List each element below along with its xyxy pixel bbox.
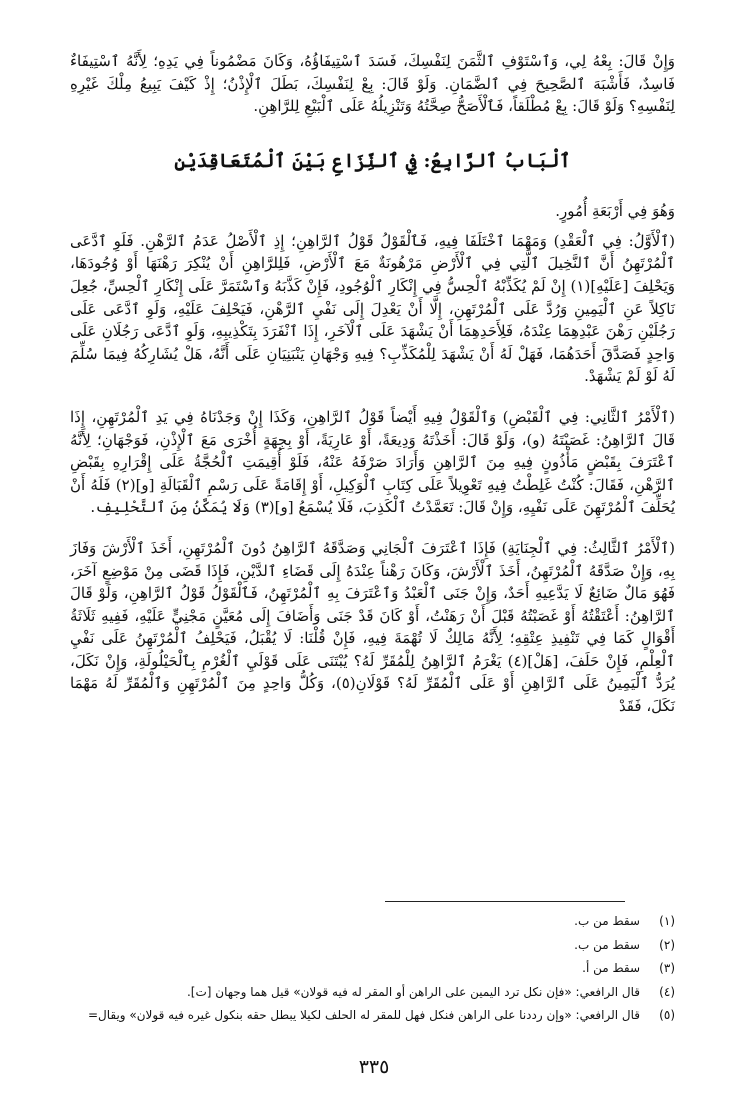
intro-paragraph: وَإِنْ قَالَ: بِعْهُ لِي، وَٱسْتَوْفِ ٱلثَّمَنَ لِنَفْسِكَ، فَسَدَ ٱسْتِيفَاؤُهُ، وَكَانَ مَضْمُوناً فِي يَدِهِ؛ لِأَنَّهُ ٱسْتِيفَاءٌ فَاسِدٌ، فَأَشْبَهَ ٱلصَّحِيحَ فِي ٱلضَّمَانِ. وَلَوْ قَالَ: بِعْ لِنَفْسِكَ، بَطَلَ ٱلْإِذْنُ؛ إِذْ كَيْفَ يَبِيعُ مِلْكَ غَيْرِهِ لِنَفْسِهِ؟ وَلَوْ قَالَ: بِعْ مُطْلَقاً، فَٱلْأَصَحُّ صِحَّتُهُ وَتَنْزِيلُهُ عَلَى ٱلْبَيْعِ لِلرَّاهِنِ. [70,52,675,116]
footnote-number: (٢) [659,937,675,952]
footnote-number: (٣) [659,961,675,975]
chapter-title: ٱلْبَابُ ٱلرَّابِعُ: فِي ٱلنِّزَاعِ بَيْنَ ٱلْمُتَعَاقِدَيْنِ [174,149,571,172]
footnote-number: (١) [659,914,675,928]
page-body [70,50,675,718]
footnote-text: قال الرافعي: «وإن رددنا على الراهن فنكل فهل للمقر له الحلف لكيلا يبطل حقه بنكول غيره فيه قولان» ويقال= [87,1008,640,1022]
footnote-text: سقط من ب. [574,937,640,952]
paragraph-first-matter: (ٱلْأَوَّلُ: فِي ٱلْعَقْدِ) وَمَهْمَا ٱخْتَلَفَا فِيهِ، فَٱلْقَوْلُ قَوْلُ ٱلرَّاهِنِ؛ إِذِ ٱلْأَصْلُ عَدَمُ ٱلرَّهْنِ. فَلَوِ ٱدَّعَى ٱلْمُرْتَهِنُ أَنَّ ٱلنَّخِيلَ ٱلَّتِي فِي ٱلْأَرْضِ مَرْهُونَةٌ مَعَ ٱلْأَرْضِ، فَلِلرَّاهِنِ أَنْ يُنْكِرَ رَهْنَهَا أَوْ وُجُودَهَا، وَيَحْلِفَ [عَلَيْهِ](١) إِنْ لَمْ يُكَذِّبْهُ ٱلْحِسُّ فِي إِنْكَارِ ٱلْوُجُودِ، فَإِنْ كَذَّبَهُ وَٱسْتَمَرَّ عَلَى إِنْكَارِ ٱلْحِسِّ، جُعِلَ نَاكِلاً عَنِ ٱلْيَمِينِ وَرُدَّ عَلَى ٱلْمُرْتَهِنِ، إِلَّا أَنْ يَعْدِلَ إِلَى نَفْيِ ٱلرَّهْنِ، فَيَحْلِفَ عَلَيْهِ، وَلَوِ ٱدَّعَى عَلَى رَجُلَيْنِ رَهْنَ عَبْدِهِمَا عِنْدَهُ، فَلِأَحَدِهِمَا أَنْ يَشْهَدَ عَلَى ٱلْآخَرِ، إِذَا ٱنْفَرَدَ بِتَكْذِيبِهِ، وَلَوِ ٱدَّعَى رَجُلَانِ عَلَى وَاحِدٍ فَصَدَّقَ أَحَدَهُمَا، فَهَلْ لَهُ أَنْ يَشْهَدَ لِلْمُكَذِّبِ؟ فِيهِ وَجْهَانِ يَنْبَنِيَانِ عَلَى أَنَّهُ، هَلْ يُشَارِكُهُ فِيمَا سُلِّمَ لَهُ لَوْ لَمْ يَشْهَدْ. [70,231,675,386]
footnote [70,957,675,981]
paragraph-second-matter: (ٱلْأَمْرُ ٱلثَّانِي: فِي ٱلْقَبْضِ) وَٱلْقَوْلُ فِيهِ أَيْضاً قَوْلُ ٱلرَّاهِنِ، وَكَذَا إِنْ وَجَدْنَاهُ فِي يَدِ ٱلْمُرْتَهِنِ، إِذَا قَالَ ٱلرَّاهِنُ: غَصَبْتَهُ (و)، وَلَوْ قَالَ: أَخَذْتَهُ وَدِيعَةً، أَوْ عَارِيَةً، أَوْ بِجِهَةٍ أُخْرَى مَعَ ٱلْإِذْنِ، فَوَجْهَانِ؛ لِأَنَّهُ ٱعْتَرَفَ بِقَبْضٍ مَأْذُونٍ فِيهِ مِنَ ٱلرَّاهِنِ وَأَرَادَ صَرْفَهُ عَنْهُ، فَلَوْ أُقِيمَتِ ٱلْحُجَّةُ عَلَى إِقْرَارِهِ بِقَبْضِ ٱلرَّهْنِ، فَقَالَ: كُنْتُ غَلِطْتُ فِيهِ تَعْوِيلاً عَلَى كِتَابِ ٱلْوَكِيلِ، أَوْ إِقَامَةً عَلَى رَسْمِ ٱلْقَبَالَةِ [و](٢) فَلَهُ أَنْ يُحَلِّفَ ٱلْمُرْتَهِنَ عَلَى نَفْيِهِ، وَإِنْ قَالَ: تَعَمَّدْتُ ٱلْكَذِبَ، فَلَا يُسْمَعُ [و](٣) وَلَا يُمَكَّنُ مِنَ ٱلتَّحْلِيفِ. [70,407,675,517]
footnote-text: سقط من أ. [582,961,640,975]
footnote-text: سقط من ب. [574,914,640,928]
footnote-number: (٥) [659,1008,675,1022]
footnote [70,934,675,958]
footnote [70,910,675,934]
chapter-lead: وَهُوَ فِي أَرْبَعَةِ أُمُورٍ. [555,201,675,220]
paragraph-third-matter: (ٱلْأَمْرُ ٱلثَّالِثُ: فِي ٱلْجِنَايَةِ) فَإِذَا ٱعْتَرَفَ ٱلْجَانِي وَصَدَّقَهُ ٱلرَّاهِنُ دُونَ ٱلْمُرْتَهِنِ، أَخَذَ ٱلْأَرْشَ وَفَازَ بِهِ، وَإِنْ صَدَّقَهُ ٱلْمُرْتَهِنُ، أَخَذَ ٱلْأَرْشَ، وَكَانَ رَهْناً عِنْدَهُ إِلَى قَضَاءِ ٱلدَّيْنِ، فَإِذَا قَضَى مِنْ مَوْضِعٍ آخَرَ، فَهُوَ مَالٌ ضَائِعٌ لَا يَدَّعِيهِ أَحَدٌ، وَإِنْ جَنَى ٱلْعَبْدُ وَٱعْتَرَفَ بِهِ ٱلْمُرْتَهِنُ، فَٱلْقَوْلُ قَوْلُ ٱلرَّاهِنِ، وَلَوْ قَالَ ٱلرَّاهِنُ: أَعْتَقْتُهُ أَوْ غَصَبْتُهُ قَبْلَ أَنْ رَهَنْتُ، أَوْ كَانَ قَدْ جَنَى وَأَضَافَ إِلَى مُعَيَّنٍ مَجْنِيٍّ عَلَيْهِ، فَفِيهِ ثَلَاثَةُ أَقْوَالٍ كَمَا فِي تَنْفِيذِ عِتْقِهِ؛ لِأَنَّهُ مَالِكٌ لَا تُهْمَةَ فِيهِ، فَإِنْ قُلْنَا: لَا يُقْبَلُ، فَيَحْلِفُ ٱلْمُرْتَهِنُ عَلَى نَفْيِ ٱلْعِلْمِ، فَإِنْ حَلَفَ، [هَلْ](٤) يَغْرَمُ ٱلرَّاهِنُ لِلْمُقَرِّ لَهُ؟ يُبْتَنَى عَلَى قَوْلَيِ ٱلْغُرْمِ بِٱلْحَيْلُولَةِ، وَإِنْ نَكَلَ، يُرَدُّ ٱلْيَمِينُ عَلَى ٱلرَّاهِنِ أَوْ عَلَى ٱلْمُقَرِّ لَهُ؟ قَوْلَانِ(٥)، وَكُلُّ وَاحِدٍ مِنَ ٱلْمُرْتَهِنِ وَٱلْمُقَرِّ لَهُ مَهْمَا نَكَلَ، فَقَدْ [70,538,676,716]
footnote-divider [385,901,625,902]
footnote-text: قال الرافعي: «فإن نكل ترد اليمين على الراهن أو المقر له فيه قولان» قيل هما وجهان [ت]. [186,984,640,999]
footnotes [70,910,675,1028]
page-number: ٣٣٥ [358,1056,390,1078]
footnote [70,981,675,1005]
footnote [70,1004,675,1028]
footnote-number: (٤) [659,984,675,999]
